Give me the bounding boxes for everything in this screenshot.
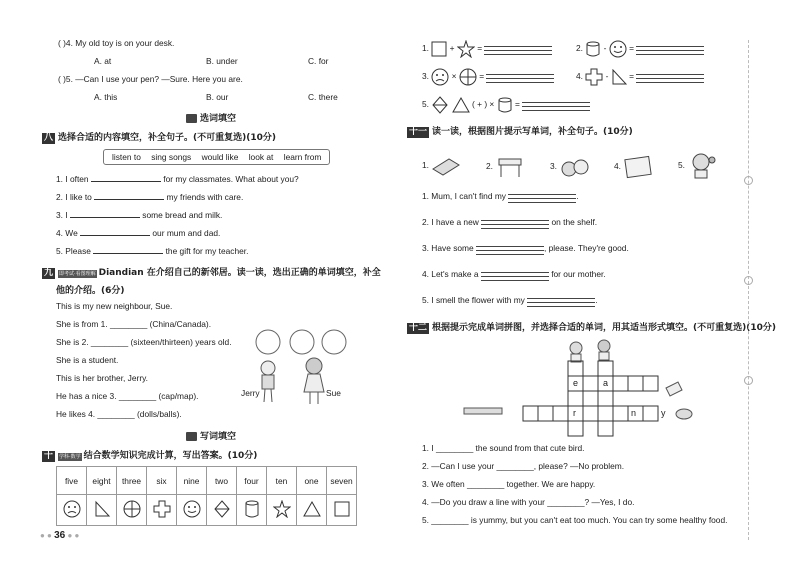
crossword-letter-e: e [573, 378, 579, 388]
answer-blank[interactable] [93, 245, 163, 254]
dots-decoration: ● ● [40, 531, 55, 540]
diamond-icon [207, 495, 237, 526]
square-icon [327, 495, 357, 526]
s11-item-2: 2. I have a new on the shelf. [422, 217, 598, 228]
word-bank-item: would like [201, 152, 239, 162]
number-word: nine [177, 467, 207, 495]
square-icon [431, 41, 447, 57]
section-11-header [407, 124, 633, 138]
section-title-choose-words: 选词填空 [186, 111, 236, 124]
dots-decoration: ● ● [65, 531, 80, 540]
section-10-header [42, 448, 257, 462]
answer-blank[interactable] [80, 227, 150, 236]
book-icon [186, 114, 197, 123]
section-9-number: 九 [44, 268, 54, 278]
number-word: five [57, 467, 87, 495]
smile-icon [177, 495, 207, 526]
card-picture-icon [623, 155, 653, 179]
section-11-number: 十一 [409, 127, 428, 137]
section-11-title: 读一读，根据图片提示写单词，补全句子。(10分) [432, 127, 633, 137]
jerry-label: Jerry [241, 388, 260, 398]
s11-item-5: 5. I smell the flower with my . [422, 295, 598, 306]
picture-hint-1: 1. [422, 155, 461, 177]
s9-line: This is her brother, Jerry. [56, 373, 148, 383]
cylinder-icon [237, 495, 267, 526]
page-footer [40, 530, 79, 541]
equation-1: 1. + = [422, 40, 552, 58]
number-word: six [147, 467, 177, 495]
q5-row [58, 74, 243, 84]
equation-2: 2. - = [576, 40, 704, 58]
cross-icon [147, 495, 177, 526]
s8-item-1: 1. I often for my classmates. What about you? [56, 174, 299, 184]
q5-option-b[interactable]: B. our [206, 92, 229, 102]
picture-hint-5: 5. [678, 152, 717, 180]
s12-item-3: 3. We often ________ together. We are happy. [422, 479, 596, 489]
number-word: two [207, 467, 237, 495]
book-picture-icon [431, 155, 461, 177]
s8-item-5: 5. Please the gift for my teacher. [56, 246, 249, 256]
equation-5: 5. ( + ) × = [422, 96, 590, 114]
equation-3: 3. × = [422, 68, 554, 86]
s11-item-4: 4. Let's make a for our mother. [422, 269, 606, 280]
section-10-tag: 学科·数学 [59, 454, 81, 460]
right-triangle-icon [611, 69, 627, 85]
answer-lines[interactable] [476, 243, 544, 255]
answer-lines[interactable] [636, 71, 704, 83]
section-12-title: 根据提示完成单词拼图，并选择合适的单词，用其适当形式填空。(不可重复选)(10分) [432, 323, 776, 333]
q5-option-a[interactable]: A. this [94, 92, 118, 102]
binding-line [748, 40, 749, 540]
girl-smelling-flower-icon [687, 152, 717, 180]
s9-line: This is my new neighbour, Sue. [56, 301, 173, 311]
q5-paren: ( )5. [58, 74, 73, 84]
number-word: three [117, 467, 147, 495]
diamond-icon [431, 96, 449, 114]
s12-item-2: 2. —Can I use your ________, please? —No problem. [422, 461, 625, 471]
s11-item-3: 3. Have some , please. They're good. [422, 243, 629, 254]
section-12-header [407, 320, 776, 334]
s12-item-4: 4. —Do you draw a line with your ________? —Yes, I do. [422, 497, 635, 507]
cross-icon [585, 68, 603, 86]
equation-4: 4. - = [576, 68, 704, 86]
crossword-letter-n: n [631, 408, 637, 418]
book-icon [186, 432, 197, 441]
smile-sad-icon [57, 495, 87, 526]
s11-item-1: 1. Mum, I can't find my . [422, 191, 579, 202]
triangle-icon [297, 495, 327, 526]
q4-row [58, 38, 174, 48]
word-bank-item: learn from [283, 152, 322, 162]
smile-icon [609, 40, 627, 58]
word-bank-item: sing songs [151, 152, 192, 162]
binding-hole [744, 376, 753, 385]
section-10-number: 十 [44, 451, 54, 461]
desk-picture-icon [495, 155, 525, 179]
binding-hole [744, 276, 753, 285]
s8-item-3: 3. I some bread and milk. [56, 210, 223, 220]
cylinder-icon [497, 97, 513, 113]
q4-option-b[interactable]: B. under [206, 56, 238, 66]
answer-lines[interactable] [484, 43, 552, 55]
section-8-title: 选择合适的内容填空，补全句子。(不可重复选)(10分) [58, 133, 276, 143]
crossword-letter-a: a [603, 378, 609, 388]
s9-line: She is from 1. ________ (China/Canada). [56, 319, 212, 329]
answer-lines[interactable] [522, 99, 590, 111]
word-bank-item: listen to [112, 152, 141, 162]
section-10-title: 结合数学知识完成计算，写出答案。(10分) [83, 451, 258, 461]
q4-text: My old toy is on your desk. [75, 38, 175, 48]
crossword-puzzle [460, 338, 700, 438]
s9-line: He has a nice 3. ________ (cap/map). [56, 391, 199, 401]
star-icon [457, 40, 475, 58]
section-12-number: 十二 [409, 323, 428, 333]
q4-paren: ( )4. [58, 38, 73, 48]
s8-item-4: 4. We our mum and dad. [56, 228, 221, 238]
circle-cross-icon [459, 68, 477, 86]
answer-blank[interactable] [91, 173, 161, 182]
s9-line: He likes 4. ________ (dolls/balls). [56, 409, 182, 419]
s9-line: She is a student. [56, 355, 119, 365]
section-9-title-cont: 他的介绍。(6分) [56, 286, 125, 296]
crossword-letter-y: y [661, 408, 666, 418]
smile-sad-icon [431, 68, 449, 86]
number-word: seven [327, 467, 357, 495]
section-8-number: 八 [44, 133, 54, 143]
fruit-picture-icon [559, 155, 591, 179]
q4-option-c[interactable]: C. for [308, 56, 329, 66]
answer-lines[interactable] [527, 295, 595, 307]
cylinder-icon [585, 41, 601, 57]
star-icon [267, 495, 297, 526]
circle-cross-icon [117, 495, 147, 526]
right-triangle-icon [87, 495, 117, 526]
section-8-header [42, 130, 276, 144]
number-shape-table [56, 466, 357, 526]
picture-hint-3: 3. [550, 155, 591, 179]
sue-label: Sue [326, 388, 341, 398]
s9-line: She is 2. ________ (sixteen/thirteen) years old. [56, 337, 232, 347]
number-word: ten [267, 467, 297, 495]
answer-lines[interactable] [481, 269, 549, 281]
q5-text: —Can I use your pen? —Sure. Here you are. [75, 74, 243, 84]
picture-hint-4: 4. [614, 155, 653, 179]
s12-item-1: 1. I ________ the sound from that cute bird. [422, 443, 585, 453]
answer-lines[interactable] [481, 217, 549, 229]
s8-item-2: 2. I like to my friends with care. [56, 192, 244, 202]
number-word: four [237, 467, 267, 495]
answer-blank[interactable] [94, 191, 164, 200]
q5-option-c[interactable]: C. there [308, 92, 338, 102]
number-word: eight [87, 467, 117, 495]
answer-lines[interactable] [636, 43, 704, 55]
word-bank-item: look at [248, 152, 274, 162]
page-number: 36 [54, 530, 66, 541]
picture-hint-2: 2. [486, 155, 525, 179]
section-9-header [42, 265, 381, 279]
binding-hole [744, 176, 753, 185]
triangle-icon [452, 96, 470, 114]
number-word: one [297, 467, 327, 495]
word-bank [103, 149, 330, 165]
answer-blank[interactable] [70, 209, 140, 218]
answer-lines[interactable] [508, 191, 576, 203]
q4-option-a[interactable]: A. at [94, 56, 112, 66]
section-9-title: Diandian 在介绍自己的新邻居。读一读，选出正确的单词填空，补全 [98, 268, 381, 278]
s12-item-5: 5. ________ is yummy, but you can't eat too much. You can try some healthy food. [422, 515, 728, 525]
section-title-write-words: 写词填空 [186, 429, 236, 442]
answer-lines[interactable] [486, 71, 554, 83]
section-9-tag: 即考试·看图理解 [59, 271, 96, 277]
crossword-letter-r: r [573, 408, 576, 418]
